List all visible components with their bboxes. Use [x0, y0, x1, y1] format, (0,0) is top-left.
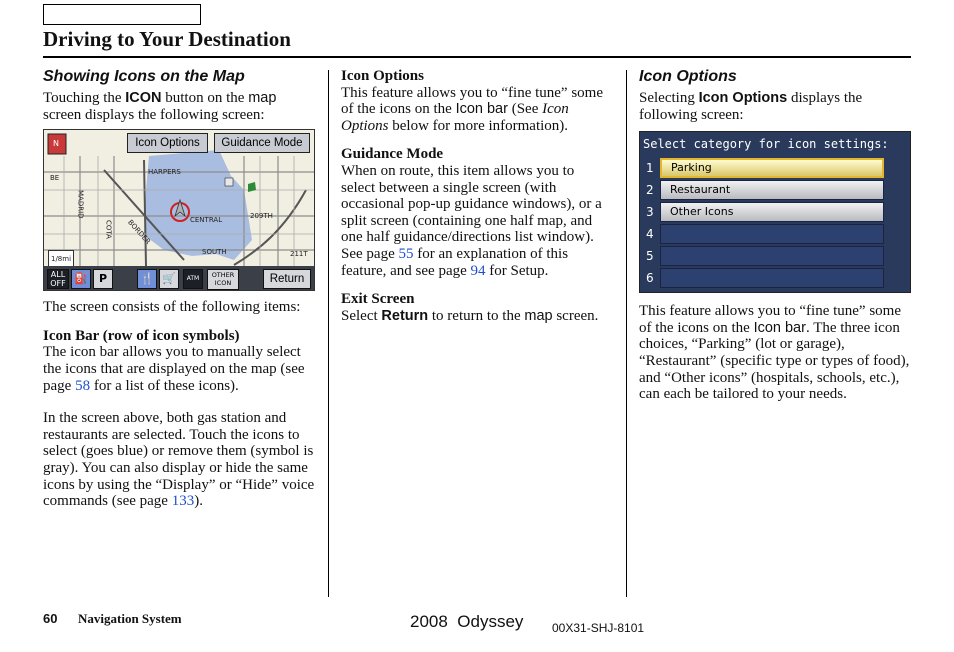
column-1 — [43, 68, 315, 510]
icon-bar — [44, 266, 314, 290]
icon-options-text-a: This feature allows you to “fine tune” some of the icons on the — [341, 84, 604, 118]
all-off-button[interactable]: ALL OFF — [47, 269, 69, 289]
page-link-133[interactable]: 133 — [171, 493, 195, 510]
icon-options-paragraph — [341, 85, 609, 135]
street-label: SOUTH — [202, 248, 227, 257]
street-label: MADRID — [76, 190, 85, 219]
street-label: CENTRAL — [190, 216, 223, 225]
return-button[interactable]: Return — [263, 269, 311, 289]
section-title-showing-icons: Showing Icons on the Map — [43, 68, 245, 85]
icon-bar-paragraph — [43, 344, 315, 394]
option-row[interactable] — [640, 158, 910, 178]
icon-options-bold: Icon Options — [698, 90, 788, 106]
empty-option — [660, 224, 884, 244]
icon-bar-text-a: The icon bar allows you to manually select the icons that are displayed on the map (see page — [43, 344, 305, 394]
icon-bar-word: Icon bar — [455, 101, 508, 118]
intro-text-c: screen displays the following screen: — [43, 106, 265, 123]
page-link-58[interactable]: 58 — [75, 377, 91, 394]
option-row[interactable] — [640, 180, 910, 200]
option-number: 6 — [646, 271, 654, 286]
guidance-mode-heading: Guidance Mode — [341, 146, 444, 163]
option-number: 5 — [646, 249, 654, 264]
exit-screen-paragraph — [341, 308, 609, 325]
feature-text-a: This feature allows you to “fine tune” some of the icons on the — [639, 303, 902, 336]
icon-options-button[interactable]: Icon Options — [127, 133, 208, 153]
header-rule — [43, 56, 911, 58]
street-label: BE — [50, 174, 60, 183]
icon-options-text-c: below for more information). — [388, 117, 569, 134]
selecting-text-a: Selecting — [639, 90, 699, 106]
option-number: 3 — [646, 205, 654, 220]
map-scale: 1/8mi — [48, 250, 74, 269]
selecting-paragraph — [639, 90, 911, 123]
guidance-text-b: for an explanation of this feature, and see page — [341, 245, 569, 279]
intro-text-b: button on the — [161, 90, 249, 106]
option-row — [640, 224, 910, 244]
option-number: 2 — [646, 183, 654, 198]
example-text-a: In the screen above, both gas station and restaurants are selected. Touch the icons to select (goes blue) or remove them (symbol is gray). You can also display or hide the same icons by using the “Display” or “Hide” voice commands (see page — [43, 410, 315, 510]
map-screen-figure — [43, 129, 315, 291]
atm-icon[interactable]: ATM — [183, 269, 203, 289]
column-divider-2 — [626, 70, 627, 597]
footer-section: Navigation System — [78, 611, 182, 626]
footer-model: 2008 Odyssey — [410, 612, 524, 631]
street-label: 211T — [290, 250, 308, 259]
icon-options-italic: Icon Options — [341, 101, 569, 134]
option-row — [640, 246, 910, 266]
map-word: map — [524, 307, 553, 324]
icon-options-text-b: (See — [507, 101, 543, 118]
guidance-text-c: for Setup. — [485, 262, 549, 279]
icon-settings-title: Select category for icon settings: — [643, 137, 889, 152]
gas-station-icon[interactable]: ⛽ — [71, 269, 91, 289]
option-number: 4 — [646, 227, 654, 242]
icon-bar-heading: Icon Bar (row of icon symbols) — [43, 327, 240, 344]
example-text-b: ). — [194, 493, 203, 510]
map-word: map — [248, 90, 277, 106]
empty-option — [660, 268, 884, 288]
exit-text-b: to return to the — [428, 307, 525, 324]
street-label: HARPERS — [148, 168, 181, 177]
feature-paragraph — [639, 303, 911, 403]
other-icons-option[interactable]: Other Icons — [660, 202, 884, 222]
other-icon-button[interactable]: OTHER ICON — [207, 269, 239, 290]
guidance-mode-paragraph — [341, 163, 609, 279]
option-row — [640, 268, 910, 288]
column-divider-1 — [328, 70, 329, 597]
icon-options-heading: Icon Options — [341, 68, 424, 84]
example-paragraph — [43, 410, 315, 510]
header-tab-box — [43, 4, 201, 25]
icon-bar-text-b: for a list of these icons). — [90, 377, 239, 394]
option-number: 1 — [646, 161, 654, 176]
restaurant-option[interactable]: Restaurant — [660, 180, 884, 200]
guidance-mode-button[interactable]: Guidance Mode — [214, 133, 310, 153]
icon-settings-screen-figure — [639, 131, 911, 293]
consists-paragraph: The screen consists of the following items: — [43, 299, 301, 316]
feature-text-b: . The three icon choices, “Parking” (lot or garage), “Restaurant” (specific type or types of food), and “Other icons” (hospitals, schools, etc.), can each be tailored to your needs. — [639, 319, 910, 403]
section-title-icon-options: Icon Options — [639, 68, 737, 85]
compass-n: N — [53, 139, 59, 149]
return-word: Return — [381, 307, 429, 324]
street-label: COTA — [104, 220, 113, 240]
parking-icon[interactable]: P — [93, 269, 113, 289]
intro-paragraph — [43, 90, 315, 123]
icon-bar-word: Icon bar — [753, 319, 806, 336]
street-label: BORDER — [126, 218, 153, 247]
page-title: Driving to Your Destination — [43, 27, 291, 51]
guidance-text-a: When on route, this item allows you to select between a single screen (with occasional pop-up guidance windows), or a split screen (containing one half map, and one half guidance/directions list window). See page — [341, 162, 602, 262]
exit-screen-heading: Exit Screen — [341, 291, 415, 308]
page-link-55[interactable]: 55 — [398, 245, 414, 262]
exit-text-a: Select — [341, 307, 382, 324]
column-3 — [639, 68, 911, 403]
street-label: 209TH — [250, 212, 273, 221]
icon-button-word: ICON — [125, 90, 162, 106]
restaurant-icon[interactable]: 🍴 — [137, 269, 157, 289]
selecting-text-b: displays the following screen: — [639, 90, 863, 123]
page-link-94[interactable]: 94 — [470, 262, 486, 279]
column-2 — [341, 68, 609, 324]
shopping-cart-icon[interactable]: 🛒 — [159, 269, 179, 289]
parking-option[interactable]: Parking — [660, 158, 884, 178]
empty-option — [660, 246, 884, 266]
option-row[interactable] — [640, 202, 910, 222]
footer-code: 00X31-SHJ-8101 — [552, 621, 645, 635]
page-number: 60 — [43, 611, 58, 626]
exit-text-c: screen. — [552, 307, 599, 324]
intro-text-a: Touching the — [43, 90, 126, 106]
